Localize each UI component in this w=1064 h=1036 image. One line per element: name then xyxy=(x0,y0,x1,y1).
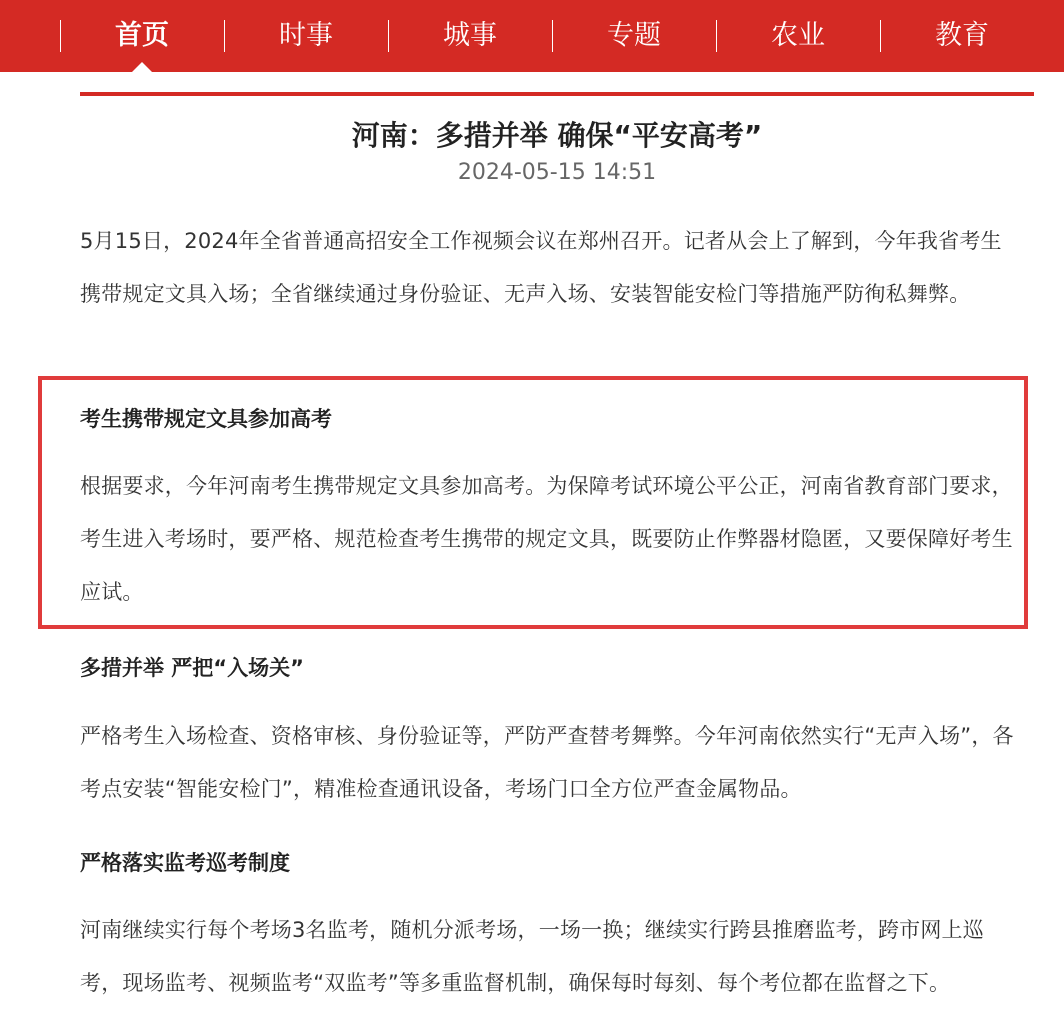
nav-item-education[interactable] xyxy=(880,0,1044,72)
nav-item-current-affairs[interactable] xyxy=(224,0,388,72)
section-heading-invigilation: 严格落实监考巡考制度 xyxy=(80,851,290,875)
article-date: 2024-05-15 14:51 xyxy=(457,160,657,185)
nav-list xyxy=(60,0,1064,72)
nav-item-label: 首页 xyxy=(115,20,169,51)
nav-item-agriculture[interactable] xyxy=(716,0,880,72)
section-heading-entry-check: 多措并举 严把“入场关” xyxy=(80,656,304,680)
nav-item-label: 专题 xyxy=(607,20,661,51)
nav-item-home[interactable] xyxy=(60,0,224,72)
nav-item-label: 时事 xyxy=(279,20,333,51)
nav-item-label: 教育 xyxy=(935,20,989,51)
nav-item-city[interactable] xyxy=(388,0,552,72)
nav-item-label: 城事 xyxy=(443,20,497,51)
nav-item-label: 农业 xyxy=(771,20,825,51)
intro-paragraph: 5月15日，2024年全省普通高招安全工作视频会议在郑州召开。记者从会上了解到，今年我省考生携带规定文具入场；全省继续通过身份验证、无声入场、安装智能安检门等措施严防徇私舞弊。 xyxy=(80,229,1002,306)
top-nav-bar xyxy=(0,0,1064,72)
article-title: 河南：多措并举 确保“平安高考” xyxy=(351,119,763,152)
section-paragraph-stationery: 根据要求，今年河南考生携带规定文具参加高考。为保障考试环境公平公正，河南省教育部门要求，考生进入考场时，要严格、规范检查考生携带的规定文具，既要防止作弊器材隐匿，又要保障好考生应试。 xyxy=(80,474,1013,604)
title-divider xyxy=(80,92,1034,96)
section-paragraph-invigilation: 河南继续实行每个考场3名监考，随机分派考场，一场一换；继续实行跨县推磨监考，跨市网上巡考，现场监考、视频监考“双监考”等多重监督机制，确保每时每刻、每个考位都在监督之下。 xyxy=(80,918,984,995)
active-caret-icon xyxy=(132,62,152,72)
nav-item-topics[interactable] xyxy=(552,0,716,72)
section-heading-stationery: 考生携带规定文具参加高考 xyxy=(80,407,332,431)
section-paragraph-entry-check: 严格考生入场检查、资格审核、身份验证等，严防严查替考舞弊。今年河南依然实行“无声入场”，各考点安装“智能安检门”，精准检查通讯设备，考场门口全方位严查金属物品。 xyxy=(80,724,1014,801)
